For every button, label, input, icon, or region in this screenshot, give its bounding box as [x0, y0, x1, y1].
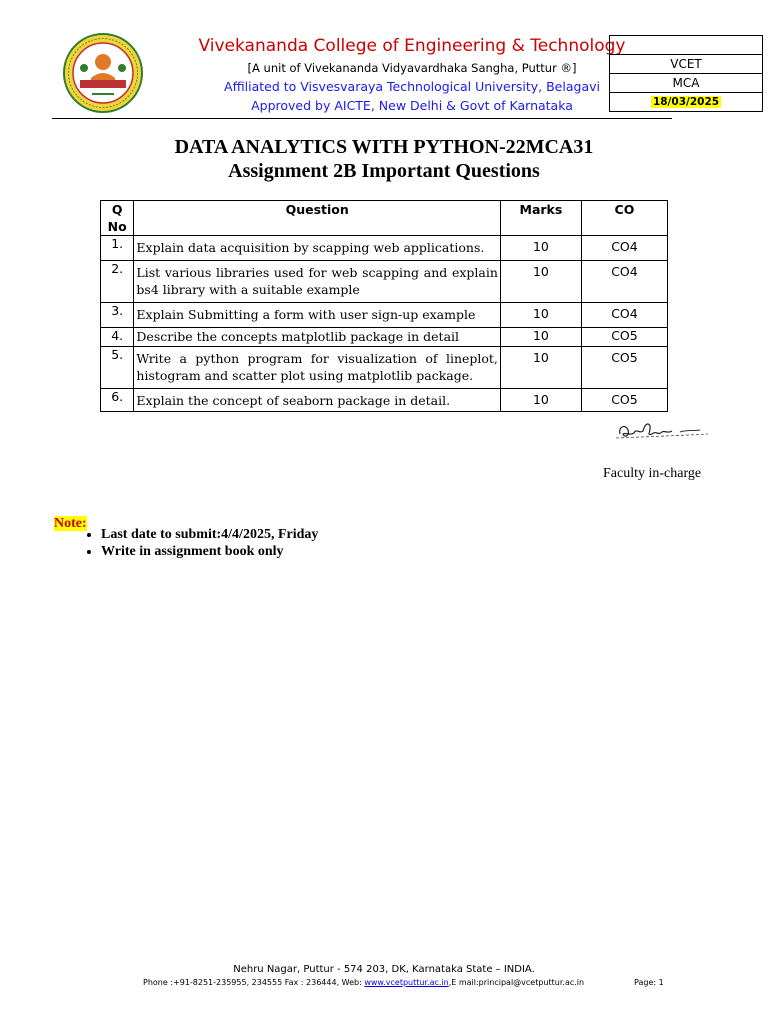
table-row	[101, 389, 668, 412]
table-row	[101, 236, 668, 261]
table-row	[101, 328, 668, 347]
code-department: MCA	[610, 74, 762, 93]
unit-line: [A unit of Vivekananda Vidyavardhaka Sangha, Puttur ®]	[247, 61, 577, 75]
page-number: Page: 1	[634, 978, 664, 987]
college-name: Vivekananda College of Engineering & Technology	[198, 36, 626, 56]
row-question: Explain data acquisition by scapping web applications.	[134, 236, 501, 261]
approval-line: Approved by AICTE, New Delhi & Govt of Karnataka	[251, 98, 573, 113]
list-item: • Last date to submit:4/4/2025, Friday	[101, 526, 318, 543]
notes-list	[78, 526, 318, 560]
signature-icon	[590, 414, 720, 448]
assignment-title: Assignment 2B Important Questions	[228, 160, 540, 182]
row-co: CO4	[581, 236, 667, 261]
code-institute: VCET	[610, 55, 762, 74]
website-link[interactable]: www.vcetputtur.ac.in	[364, 978, 449, 987]
questions-table	[100, 200, 668, 412]
footer-contact-suffix: ,E mail:principal@vcetputtur.ac.in	[448, 978, 585, 987]
affiliation-line: Affiliated to Visvesvaraya Technological University, Belagavi	[224, 79, 600, 94]
header-marks: Marks	[500, 201, 581, 236]
code-date-cell	[610, 93, 762, 112]
code-date: 18/03/2025	[652, 96, 720, 108]
row-marks: 10	[500, 328, 581, 347]
footer-address: Nehru Nagar, Puttur - 574 203, DK, Karnataka State – INDIA.	[233, 964, 535, 975]
signature-caption: Faculty in-charge	[603, 466, 702, 481]
row-co: CO5	[581, 347, 667, 389]
row-marks: 10	[500, 303, 581, 328]
row-question: Explain the concept of seaborn package in detail.	[134, 389, 501, 412]
code-box-blank-cell	[610, 36, 762, 55]
row-marks: 10	[500, 389, 581, 412]
footer-contact	[143, 978, 584, 987]
row-qno: 5.	[101, 347, 134, 389]
header-question: Question	[134, 201, 501, 236]
course-title: DATA ANALYTICS WITH PYTHON-22MCA31	[174, 136, 594, 158]
table-row	[101, 261, 668, 303]
row-co: CO4	[581, 261, 667, 303]
row-qno: 6.	[101, 389, 134, 412]
note-label: Note:	[54, 516, 87, 531]
row-question: List various libraries used for web scapping and explain bs4 library with a suitable example	[134, 261, 501, 303]
footer-contact-prefix: Phone :+91-8251-235955, 234555 Fax : 236444, Web:	[143, 978, 365, 987]
header-co: CO	[581, 201, 667, 236]
row-question: Write a python program for visualization of lineplot, histogram and scatter plot using matplotlib package.	[134, 347, 501, 389]
row-marks: 10	[500, 236, 581, 261]
table-header-row	[101, 201, 668, 236]
row-marks: 10	[500, 261, 581, 303]
document-code-box	[609, 35, 763, 112]
row-question: Explain Submitting a form with user sign-up example	[134, 303, 501, 328]
list-item: • Write in assignment book only	[101, 543, 318, 560]
row-qno: 2.	[101, 261, 134, 303]
row-qno: 4.	[101, 328, 134, 347]
row-marks: 10	[500, 347, 581, 389]
row-qno: 3.	[101, 303, 134, 328]
letterhead	[52, 30, 720, 119]
college-seal-icon	[62, 32, 144, 114]
row-co: CO5	[581, 328, 667, 347]
row-question: Describe the concepts matplotlib package in detail	[134, 328, 501, 347]
table-row	[101, 303, 668, 328]
row-co: CO4	[581, 303, 667, 328]
header-qno: Q No	[101, 201, 134, 236]
table-row	[101, 347, 668, 389]
row-co: CO5	[581, 389, 667, 412]
row-qno: 1.	[101, 236, 134, 261]
